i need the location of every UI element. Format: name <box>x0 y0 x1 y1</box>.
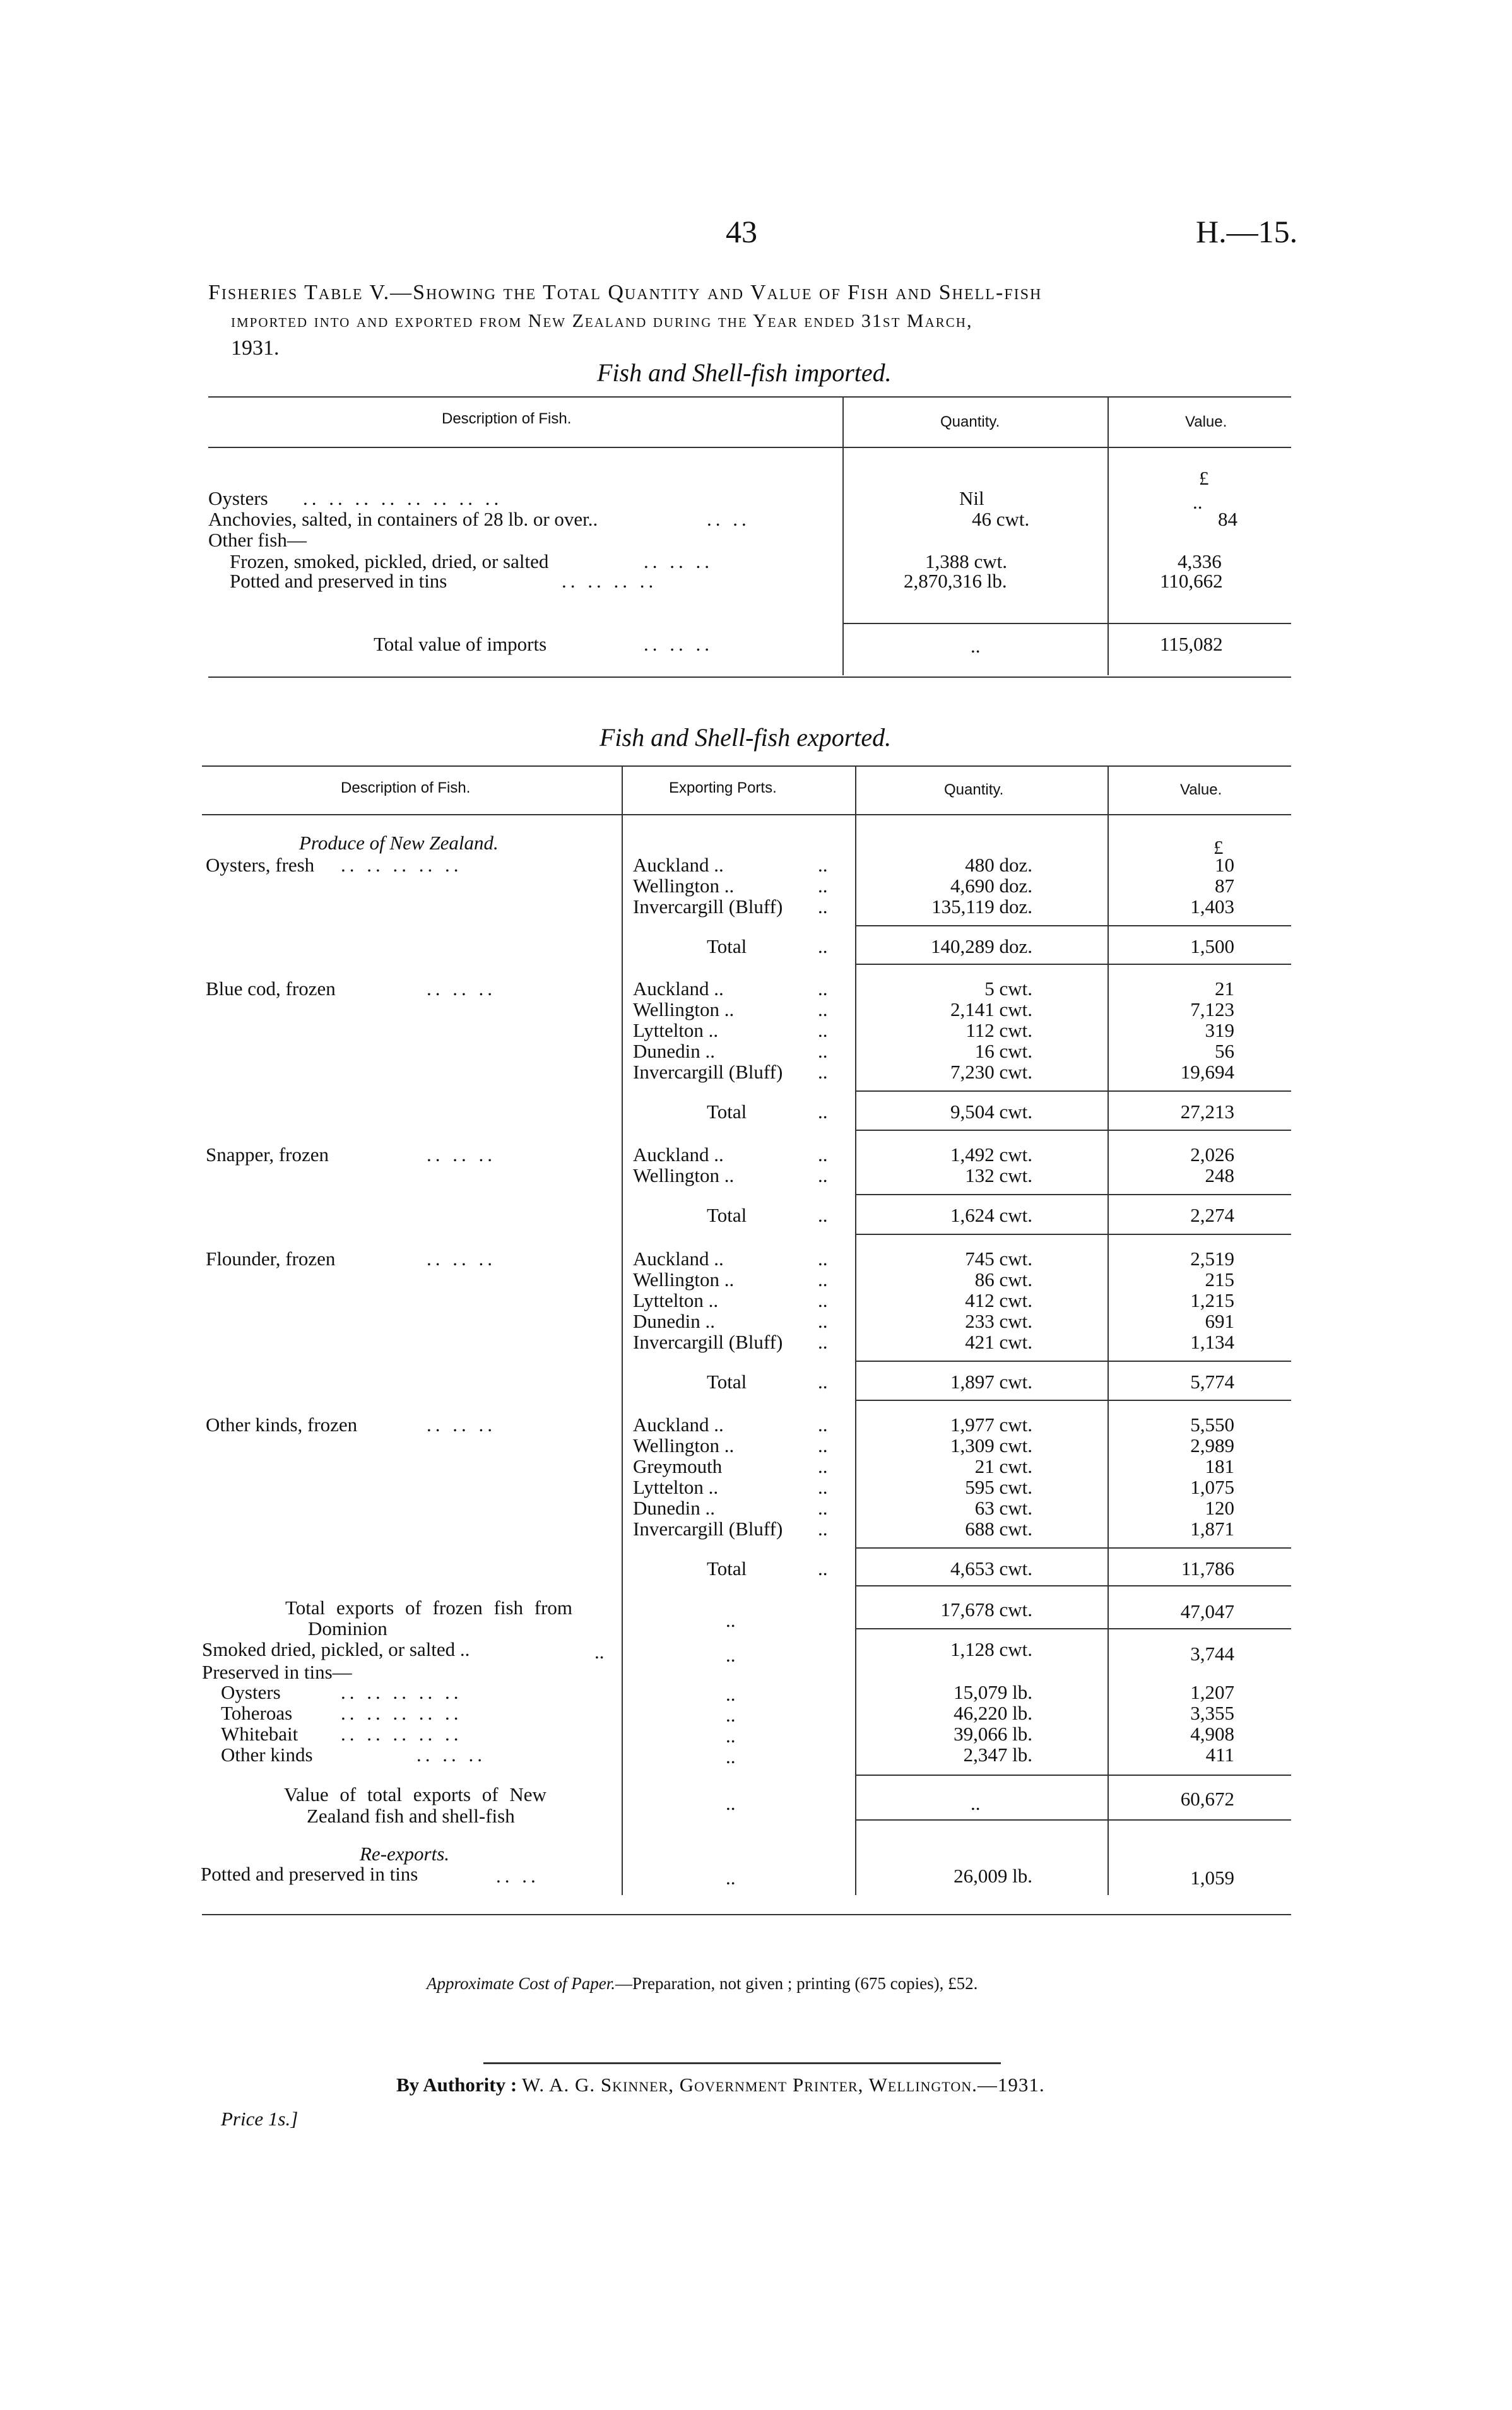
export-value: 56 <box>1215 1040 1234 1062</box>
group-bottom-rule <box>856 1234 1291 1235</box>
export-port: Auckland .. <box>633 978 724 1000</box>
export-port: Greymouth <box>633 1455 723 1477</box>
cost-label: Approximate Cost of Paper. <box>427 1974 615 1993</box>
export-qty: 21 cwt. <box>974 1455 1032 1477</box>
total-nz-value: 60,672 <box>1180 1788 1234 1810</box>
import-value: 110,662 <box>1160 570 1223 592</box>
export-group-name: Flounder, frozen <box>206 1248 336 1270</box>
export-group-name: Blue cod, frozen <box>206 978 336 1000</box>
export-port-leader: .. <box>818 895 828 918</box>
cost-text: —Preparation, not given ; printing (675 copies), £52. <box>615 1974 978 1993</box>
export-port-leader: .. <box>818 1248 828 1270</box>
imports-header-rule <box>208 447 1291 448</box>
export-port: Invercargill (Bluff) <box>633 1061 783 1083</box>
export-qty: 7,230 cwt. <box>950 1061 1032 1083</box>
imports-col-description: Description of Fish. <box>442 410 572 427</box>
table-title-line-2: imported into and exported from New Zealand during the Year ended 31st March, <box>231 310 973 331</box>
export-value: 87 <box>1215 875 1234 897</box>
export-value: 120 <box>1205 1497 1234 1519</box>
import-leader: .. .. <box>707 508 750 530</box>
preserved-value: 4,908 <box>1190 1723 1234 1745</box>
export-port: Wellington .. <box>633 1164 735 1186</box>
preserved-qty: 39,066 lb. <box>954 1723 1032 1745</box>
import-qty: 2,870,316 lb. <box>904 570 1007 592</box>
import-value: 84 <box>1218 508 1237 530</box>
total-nz-label-2: Zealand fish and shell-fish <box>307 1805 515 1827</box>
preserved-ports: .. <box>726 1704 736 1726</box>
preserved-qty: 46,220 lb. <box>954 1702 1032 1724</box>
imports-top-rule <box>208 396 1291 398</box>
exports-divider-1 <box>622 767 623 1895</box>
export-port: Wellington .. <box>633 875 735 897</box>
summary-frozen-label-2: Dominion <box>308 1617 387 1639</box>
preserved-qty: 15,079 lb. <box>954 1681 1032 1703</box>
summary-frozen-value: 47,047 <box>1180 1600 1234 1622</box>
export-port: Lyttelton .. <box>633 1019 719 1041</box>
group-total-label: Total <box>707 1371 747 1393</box>
group-total-label: Total <box>707 1101 747 1123</box>
imports-col-value: Value. <box>1185 413 1227 430</box>
group-total-value: 5,774 <box>1190 1371 1234 1393</box>
group-total-value: 2,274 <box>1190 1204 1234 1226</box>
price: Price 1s.] <box>221 2108 298 2130</box>
export-port-leader: .. <box>818 1164 828 1186</box>
reexports-leader: .. .. <box>496 1865 540 1887</box>
export-port: Dunedin .. <box>633 1310 716 1332</box>
exports-col-value: Value. <box>1180 781 1222 798</box>
exports-header-rule <box>202 814 1291 815</box>
group-total-label: Total <box>707 935 747 957</box>
imports-total-value: 115,082 <box>1160 633 1223 655</box>
export-port: Wellington .. <box>633 1434 735 1456</box>
total-nz-qty: .. <box>971 1792 981 1814</box>
reexports-qty: 26,009 lb. <box>954 1865 1032 1887</box>
export-value: 5,550 <box>1190 1414 1234 1436</box>
preserved-leader: .. .. .. .. .. <box>341 1723 463 1745</box>
exports-col-ports: Exporting Ports. <box>669 779 777 796</box>
export-qty: 132 cwt. <box>965 1164 1032 1186</box>
import-desc: Oysters <box>208 487 268 509</box>
imports-currency: £ <box>1199 467 1209 489</box>
import-desc: Potted and preserved in tins <box>230 570 447 592</box>
export-group-leader: .. .. .. <box>427 978 496 1000</box>
group-bottom-rule <box>856 1400 1291 1401</box>
preserved-value: 1,207 <box>1190 1681 1234 1703</box>
import-qty: 1,388 cwt. <box>925 550 1008 572</box>
export-port: Dunedin .. <box>633 1040 716 1062</box>
reexports-ports: .. <box>726 1867 736 1889</box>
group-total-qty: 1,897 cwt. <box>950 1371 1032 1393</box>
export-port-leader: .. <box>818 1434 828 1456</box>
total-nz-label-1: Value of total exports of New <box>284 1783 546 1805</box>
export-value: 319 <box>1205 1019 1234 1041</box>
table-title-line-3: 1931. <box>231 336 280 360</box>
exports-currency: £ <box>1214 836 1224 858</box>
export-qty: 5 cwt. <box>984 978 1032 1000</box>
export-qty: 112 cwt. <box>966 1019 1032 1041</box>
export-port: Dunedin .. <box>633 1497 716 1519</box>
export-qty: 421 cwt. <box>965 1331 1032 1353</box>
imports-divider-1 <box>842 398 844 675</box>
export-qty: 1,977 cwt. <box>950 1414 1032 1436</box>
export-port-leader: .. <box>818 1289 828 1311</box>
export-qty: 135,119 doz. <box>931 895 1032 918</box>
export-group-leader: .. .. .. <box>427 1143 496 1166</box>
export-value: 2,519 <box>1190 1248 1234 1270</box>
export-port: Invercargill (Bluff) <box>633 1331 783 1353</box>
export-port-leader: .. <box>818 875 828 897</box>
export-value: 248 <box>1205 1164 1234 1186</box>
export-group-name: Snapper, frozen <box>206 1143 329 1166</box>
export-group-leader: .. .. .. <box>427 1414 496 1436</box>
group-total-value: 1,500 <box>1190 935 1234 957</box>
export-value: 1,075 <box>1190 1476 1234 1498</box>
group-total-value: 27,213 <box>1180 1101 1234 1123</box>
export-group-leader: .. .. .. <box>427 1248 496 1270</box>
export-port: Auckland .. <box>633 1414 724 1436</box>
group-total-rule <box>856 925 1291 926</box>
group-total-qty: 140,289 doz. <box>930 935 1032 957</box>
export-port: Auckland .. <box>633 1248 724 1270</box>
export-value: 1,134 <box>1190 1331 1234 1353</box>
authority-text: W. A. G. Skinner, Government Printer, Wellington.—1931. <box>521 2074 1045 2096</box>
group-total-leader: .. <box>818 935 828 957</box>
preserved-ports: .. <box>726 1725 736 1747</box>
export-port: Lyttelton .. <box>633 1476 719 1498</box>
export-value: 19,694 <box>1180 1061 1234 1083</box>
export-port: Invercargill (Bluff) <box>633 1518 783 1540</box>
import-qty: Nil <box>959 487 984 509</box>
export-port-leader: .. <box>818 1497 828 1519</box>
reexports-label: Potted and preserved in tins <box>201 1863 418 1885</box>
produce-heading: Produce of New Zealand. <box>299 832 499 854</box>
preserved-qty: 2,347 lb. <box>963 1744 1032 1766</box>
group-total-rule <box>856 1547 1291 1549</box>
group-total-rule <box>856 1194 1291 1195</box>
export-value: 691 <box>1205 1310 1234 1332</box>
group-total-rule <box>856 1361 1291 1362</box>
group-total-label: Total <box>707 1557 747 1580</box>
total-nz-bottom-rule <box>856 1819 1291 1821</box>
reexports-heading: Re-exports. <box>360 1843 450 1865</box>
group-total-rule <box>856 1090 1291 1092</box>
export-port-leader: .. <box>818 1414 828 1436</box>
export-port-leader: .. <box>818 978 828 1000</box>
exports-bottom-rule <box>202 1914 1291 1915</box>
export-port: Wellington .. <box>633 998 735 1020</box>
preserved-leader: .. .. .. .. .. <box>341 1681 463 1703</box>
import-value: .. <box>1193 491 1203 513</box>
exports-top-rule <box>202 765 1291 767</box>
group-total-qty: 1,624 cwt. <box>950 1204 1032 1226</box>
page-number: 43 <box>726 214 757 249</box>
export-value: 1,871 <box>1190 1518 1234 1540</box>
export-qty: 63 cwt. <box>974 1497 1032 1519</box>
summary-smoked-value: 3,744 <box>1190 1643 1234 1665</box>
imports-total-label: Total value of imports <box>374 633 547 655</box>
export-port-leader: .. <box>818 1040 828 1062</box>
export-value: 21 <box>1215 978 1234 1000</box>
exports-caption: Fish and Shell-fish exported. <box>599 723 892 752</box>
export-qty: 688 cwt. <box>965 1518 1032 1540</box>
summary-smoked-leader: .. <box>594 1641 605 1663</box>
export-value: 181 <box>1205 1455 1234 1477</box>
export-value: 1,403 <box>1190 895 1234 918</box>
group-bottom-rule <box>856 1585 1291 1586</box>
export-value: 7,123 <box>1190 998 1234 1020</box>
import-leader: .. .. .. <box>644 550 713 572</box>
preserved-value: 3,355 <box>1190 1702 1234 1724</box>
preserved-leader: .. .. .. <box>416 1744 486 1766</box>
group-total-leader: .. <box>818 1557 828 1580</box>
export-port: Wellington .. <box>633 1268 735 1291</box>
export-port-leader: .. <box>818 1331 828 1353</box>
group-total-leader: .. <box>818 1204 828 1226</box>
export-port-leader: .. <box>818 1143 828 1166</box>
export-qty: 1,309 cwt. <box>950 1434 1032 1456</box>
export-qty: 480 doz. <box>965 854 1032 876</box>
export-port-leader: .. <box>818 1019 828 1041</box>
authority-rule <box>483 2062 1001 2064</box>
export-group-name: Oysters, fresh <box>206 854 315 876</box>
group-bottom-rule <box>856 964 1291 965</box>
group-total-qty: 4,653 cwt. <box>950 1557 1032 1580</box>
summary-smoked-qty: 1,128 cwt. <box>950 1638 1032 1660</box>
total-nz-top-rule <box>856 1775 1291 1776</box>
summary-smoked-ports: .. <box>726 1644 736 1666</box>
export-value: 2,989 <box>1190 1434 1234 1456</box>
authority-line <box>396 2074 1045 2096</box>
summary-frozen-qty: 17,678 cwt. <box>940 1598 1032 1621</box>
import-leader: .. .. .. .. .. .. .. .. <box>303 487 503 509</box>
export-port: Lyttelton .. <box>633 1289 719 1311</box>
import-qty: 46 cwt. <box>972 508 1030 530</box>
preserved-value: 411 <box>1205 1744 1234 1766</box>
preserved-ports: .. <box>726 1745 736 1768</box>
preserved-name: Other kinds <box>221 1744 313 1766</box>
preserved-name: Oysters <box>221 1681 281 1703</box>
group-total-qty: 9,504 cwt. <box>950 1101 1032 1123</box>
imports-total-leader: .. .. .. <box>644 633 713 655</box>
import-desc: Other fish— <box>208 529 307 551</box>
export-qty: 595 cwt. <box>965 1476 1032 1498</box>
preserved-heading: Preserved in tins— <box>202 1661 352 1683</box>
summary-frozen-ports: .. <box>726 1609 736 1631</box>
export-port-leader: .. <box>818 854 828 876</box>
export-value: 2,026 <box>1190 1143 1234 1166</box>
export-value: 1,215 <box>1190 1289 1234 1311</box>
imports-caption: Fish and Shell-fish imported. <box>597 358 892 387</box>
export-port: Invercargill (Bluff) <box>633 895 783 918</box>
export-port-leader: .. <box>818 998 828 1020</box>
summary-frozen-label-1: Total exports of frozen fish from <box>285 1597 573 1619</box>
reexports-value: 1,059 <box>1190 1867 1234 1889</box>
export-value: 215 <box>1205 1268 1234 1291</box>
imports-col-quantity: Quantity. <box>940 413 1000 430</box>
preserved-name: Toheroas <box>221 1702 293 1724</box>
preserved-name: Whitebait <box>221 1723 298 1745</box>
import-desc: Anchovies, salted, in containers of 28 lb. or over.. <box>208 508 598 530</box>
group-total-leader: .. <box>818 1371 828 1393</box>
export-qty: 86 cwt. <box>974 1268 1032 1291</box>
export-qty: 1,492 cwt. <box>950 1143 1032 1166</box>
authority-label: By Authority : <box>396 2074 517 2096</box>
export-qty: 2,141 cwt. <box>950 998 1032 1020</box>
export-port-leader: .. <box>818 1061 828 1083</box>
imports-divider-2 <box>1107 398 1109 675</box>
import-desc: Frozen, smoked, pickled, dried, or salted <box>230 550 549 572</box>
cost-note <box>427 1974 977 1994</box>
preserved-ports: .. <box>726 1683 736 1705</box>
export-port-leader: .. <box>818 1476 828 1498</box>
export-qty: 233 cwt. <box>965 1310 1032 1332</box>
imports-bottom-rule <box>208 676 1291 678</box>
document-reference: H.—15. <box>1196 214 1298 249</box>
export-port-leader: .. <box>818 1455 828 1477</box>
group-bottom-rule <box>856 1130 1291 1131</box>
export-port-leader: .. <box>818 1310 828 1332</box>
group-total-leader: .. <box>818 1101 828 1123</box>
export-qty: 412 cwt. <box>965 1289 1032 1311</box>
imports-total-rule <box>844 623 1291 624</box>
summary-rule <box>856 1628 1291 1629</box>
export-port: Auckland .. <box>633 1143 724 1166</box>
preserved-leader: .. .. .. .. .. <box>341 1702 463 1724</box>
export-port: Auckland .. <box>633 854 724 876</box>
exports-col-quantity: Quantity. <box>944 781 1004 798</box>
export-qty: 745 cwt. <box>965 1248 1032 1270</box>
export-qty: 16 cwt. <box>974 1040 1032 1062</box>
exports-col-description: Description of Fish. <box>341 779 471 796</box>
total-nz-ports: .. <box>726 1792 736 1814</box>
export-group-leader: .. .. .. .. .. <box>341 854 463 876</box>
imports-total-qty: .. <box>971 635 981 657</box>
summary-smoked-label: Smoked dried, pickled, or salted .. <box>202 1638 470 1660</box>
export-port-leader: .. <box>818 1268 828 1291</box>
exports-divider-3 <box>1107 767 1109 1895</box>
exports-divider-2 <box>855 767 856 1895</box>
group-total-label: Total <box>707 1204 747 1226</box>
import-value: 4,336 <box>1178 550 1222 572</box>
import-leader: .. .. .. .. <box>562 570 658 592</box>
export-group-name: Other kinds, frozen <box>206 1414 358 1436</box>
group-total-value: 11,786 <box>1181 1557 1234 1580</box>
export-value: 10 <box>1215 854 1234 876</box>
export-port-leader: .. <box>818 1518 828 1540</box>
table-title-line-1: Fisheries Table V.—Showing the Total Quantity and Value of Fish and Shell-fish <box>208 281 1042 304</box>
export-qty: 4,690 doz. <box>950 875 1032 897</box>
